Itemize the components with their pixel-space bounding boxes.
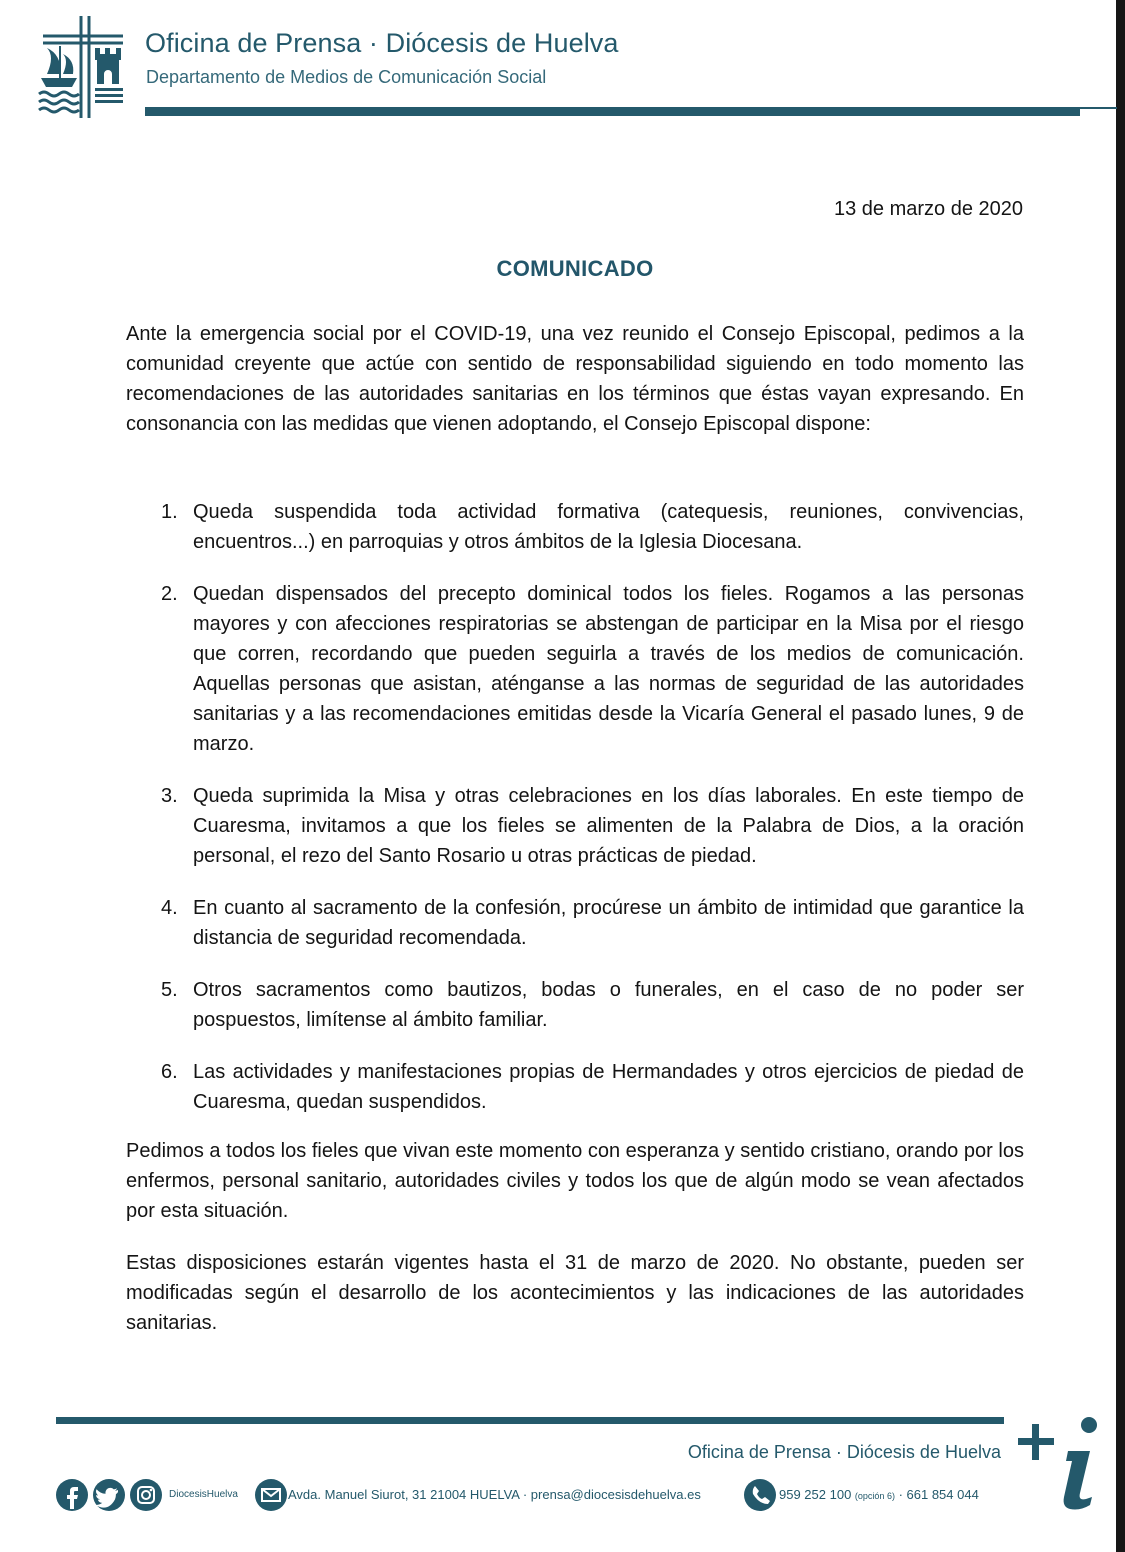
footer-phones[interactable] xyxy=(779,1487,979,1502)
instagram-icon[interactable] xyxy=(130,1479,162,1511)
closing-text-1: Pedimos a todos los fieles que vivan este momento con esperanza y sentido cristiano, orando por los enfermos, personal sanitario, autoridades civiles y todos los que de algún modo se vean afectados por esta situación. xyxy=(126,1140,1024,1222)
list-item-number: 3. xyxy=(161,785,178,807)
facebook-icon[interactable] xyxy=(56,1479,88,1511)
intro-text: Ante la emergencia social por el COVID-19, una vez reunido el Consejo Episcopal, pedimos a la comunidad creyente que actúe con sentido de responsabilidad siguiendo en todo momento las recomendaciones de las autoridades sanitarias en los términos que éstas vayan expresando. En consonancia con las medidas que vienen adoptando, el Consejo Episcopal dispone: xyxy=(126,323,1024,435)
list-item xyxy=(126,893,1024,953)
footer-title: Oficina de Prensa · Diócesis de Huelva xyxy=(687,1442,1001,1462)
measures-list xyxy=(126,497,1024,1139)
twitter-icon[interactable] xyxy=(93,1479,125,1511)
phone-secondary[interactable]: · 661 854 044 xyxy=(898,1487,979,1502)
header-title: Oficina de Prensa · Diócesis de Huelva xyxy=(145,28,619,58)
footer-address-email[interactable]: Avda. Manuel Siurot, 31 21004 HUELVA · prensa@diocesisdehuelva.es xyxy=(288,1487,701,1502)
closing-paragraph-1 xyxy=(126,1136,1024,1226)
info-plus-mark-icon xyxy=(1016,1413,1102,1513)
list-item-text: Otros sacramentos como bautizos, bodas o funerales, en el caso de no poder ser pospuestos, limítense al ámbito familiar. xyxy=(193,979,1024,1031)
header-divider-extension xyxy=(1080,107,1117,109)
footer-divider xyxy=(56,1417,1004,1424)
mail-icon[interactable] xyxy=(255,1479,287,1511)
list-item xyxy=(126,781,1024,871)
document-title: COMUNICADO xyxy=(496,256,654,281)
header-subtitle: Departamento de Medios de Comunicación Social xyxy=(146,67,547,87)
list-item-text: Queda suprimida la Misa y otras celebraciones en los días laborales. En este tiempo de Cuaresma, invitamos a que los fieles se alimenten de la Palabra de Dios, a la oración personal, el rezo del Santo Rosario u otras prácticas de piedad. xyxy=(193,785,1024,867)
phone-icon[interactable] xyxy=(744,1479,776,1511)
list-item-text: En cuanto al sacramento de la confesión, procúrese un ámbito de intimidad que garantice la distancia de seguridad recomendada. xyxy=(193,897,1024,949)
page-edge-shadow xyxy=(1116,0,1125,1552)
list-item-text: Queda suspendida toda actividad formativa (catequesis, reuniones, convivencias, encuentros...) en parroquias y otros ámbitos de la Iglesia Diocesana. xyxy=(193,501,1024,553)
closing-paragraph-2 xyxy=(126,1248,1024,1338)
phone-option: (opción 6) xyxy=(854,1491,895,1501)
footer-contact-row xyxy=(56,1479,1016,1511)
social-handle[interactable]: DiocesisHuelva xyxy=(169,1489,238,1500)
list-item-number: 4. xyxy=(161,897,178,919)
document-date: 13 de marzo de 2020 xyxy=(833,198,1023,220)
list-item-number: 6. xyxy=(161,1061,178,1083)
list-item-number: 2. xyxy=(161,583,178,605)
list-item xyxy=(126,1057,1024,1117)
phone-primary[interactable]: 959 252 100 xyxy=(779,1487,852,1502)
list-item xyxy=(126,579,1024,759)
intro-paragraph xyxy=(126,319,1024,439)
list-item xyxy=(126,975,1024,1035)
list-item-text: Quedan dispensados del precepto dominical todos los fieles. Rogamos a las personas mayores y con afecciones respiratorias se abstengan de participar en la Misa por el riesgo que corren, recordando que pueden seguirla a través de los medios de comunicación. Aquellas personas que asistan, aténganse a las normas de seguridad de las autoridades sanitarias y a las recomendaciones emitidas desde la Vicaría General el pasado lunes, 9 de marzo. xyxy=(193,583,1024,755)
list-item xyxy=(126,497,1024,557)
diocese-logo-icon xyxy=(33,14,125,120)
list-item-number: 1. xyxy=(161,501,178,523)
closing-text-2: Estas disposiciones estarán vigentes hasta el 31 de marzo de 2020. No obstante, pueden ser modificadas según el desarrollo de los acontecimientos y las indicaciones de las autoridades sanitarias. xyxy=(126,1252,1024,1334)
list-item-number: 5. xyxy=(161,979,178,1001)
header-divider xyxy=(145,107,1080,116)
list-item-text: Las actividades y manifestaciones propias de Hermandades y otros ejercicios de piedad de Cuaresma, quedan suspendidos. xyxy=(193,1061,1024,1113)
